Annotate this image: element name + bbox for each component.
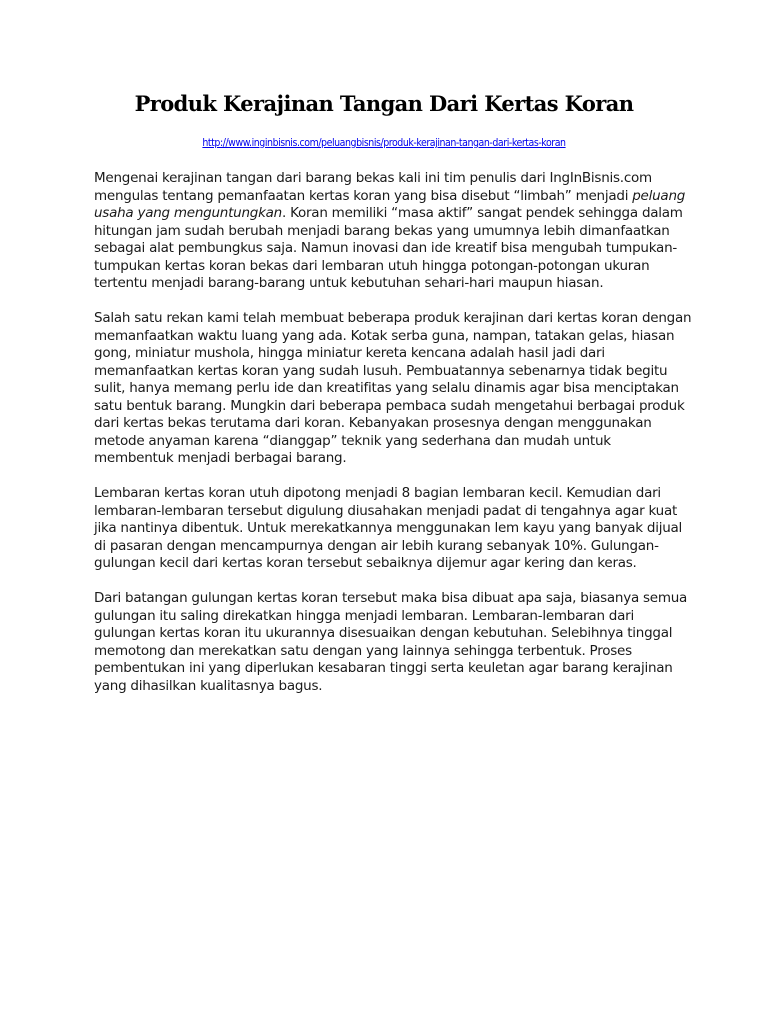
paragraph-1-emphasis: peluang usaha yang menguntungkan [94,187,686,221]
source-link[interactable]: http://www.inginbisnis.com/peluangbisnis/produk-kerajinan-tangan-dari-kertas-koran [202,137,566,149]
paragraph-2: Salah satu rekan kami telah membuat beberapa produk kerajinan dari kertas koran dengan memanfaatkan waktu luang yang ada. Kotak serba guna, nampan, tatakan gelas, hiasan gong, miniatur mushola, hingga miniatur kereta kencana adalah hasil jadi dari memanfaatkan kertas koran yang sudah lusuh. Pembuatannya sebenarnya tidak begitu sulit, hanya memang perlu ide dan kreatifitas yang selalu dinamis agar bisa menciptakan satu bentuk barang. Mungkin dari beberapa pembaca sudah mengetahui berbagai produk dari kertas bekas terutama dari koran. Kebanyakan prosesnya dengan menggunakan metode anyaman karena “dianggap” teknik yang sederhana dan mudah untuk membentuk menjadi berbagai barang. [94,310,692,466]
page-title: Produk Kerajinan Tangan Dari Kertas Koran [134,91,634,116]
paragraph-1 [94,170,694,293]
paragraph-1-text-a: Mengenai kerajinan tangan dari barang bekas kali ini tim penulis dari IngInBisnis.com mengulas tentang pemanfaatan kertas koran yang bisa disebut “limbah” menjadi [94,170,652,204]
paragraph-1-text-b: . Koran memiliki “masa aktif” sangat pendek sehingga dalam hitungan jam sudah berubah menjadi barang bekas yang umumnya lebih dimanfaatkan sebagai alat pembungkus saja. Namun inovasi dan ide kreatif bisa mengubah tumpukan-tumpukan kertas koran bekas dari lembaran utuh hingga potongan-potongan ukuran tertentu menjadi barang-barang untuk kebutuhan sehari-hari maupun hiasan. [94,205,683,291]
paragraph-3: Lembaran kertas koran utuh dipotong menjadi 8 bagian lembaran kecil. Kemudian dari lembaran-lembaran tersebut digulung diusahakan menjadi padat di tengahnya agar kuat jika nantinya dibentuk. Untuk merekatkannya menggunakan lem kayu yang banyak dijual di pasaran dengan mencampurnya dengan air lebih kurang sebanyak 10%. Gulungan-gulungan kecil dari kertas koran tersebut sebaiknya dijemur agar kering dan keras. [94,485,683,571]
paragraph-4: Dari batangan gulungan kertas koran tersebut maka bisa dibuat apa saja, biasanya semua gulungan itu saling direkatkan hingga menjadi lembaran. Lembaran-lembaran dari gulungan kertas koran itu ukurannya disesuaikan dengan kebutuhan. Selebihnya tinggal memotong dan merekatkan satu dengan yang lainnya sehingga terbentuk. Proses pembentukan ini yang diperlukan kesabaran tinggi serta keuletan agar barang kerajinan yang dihasilkan kualitasnya bagus. [94,590,688,694]
article-body [94,170,694,713]
